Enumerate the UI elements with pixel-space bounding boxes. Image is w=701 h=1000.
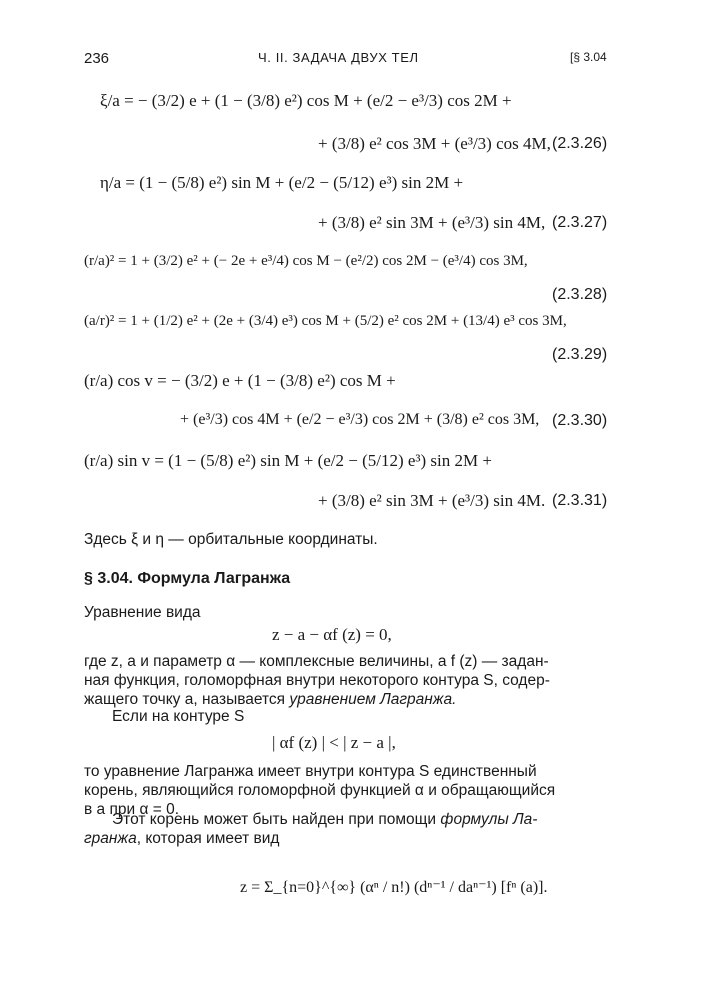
text-fragment: Этот корень может быть найден при помощи <box>112 811 441 828</box>
text-fragment: жащего точку a, называется <box>84 691 290 708</box>
equation-number: (2.3.26) <box>552 135 608 152</box>
equation-2-3-27-line2: + (3/8) e² sin 3M + (e³/3) sin 4M, <box>318 213 546 232</box>
intro-text: Уравнение вида <box>84 604 201 621</box>
paragraph-formula-intro <box>84 810 616 848</box>
contour-intro: Если на контуре S <box>112 708 245 725</box>
text-line <box>84 829 616 848</box>
text-line <box>84 690 616 709</box>
equation-2-3-31-line1: (r/a) sin v = (1 − (5/8) e²) sin M + (e/2 − (5/12) e³) sin 2M + <box>84 451 492 470</box>
equation-2-3-29-line1: (a/r)² = 1 + (1/2) e² + (2e + (3/4) e³) cos M + (5/2) e² cos 2M + (13/4) e³ cos 3M, <box>84 313 567 329</box>
equation-2-3-26-line1: ξ/a = − (3/2) e + (1 − (3/8) e²) cos M + (e/2 − e³/3) cos 2M + <box>100 91 512 110</box>
text-line: в a при α = 0. <box>84 801 179 818</box>
text-line: корень, являющийся голоморфной функцией α и обращающийся <box>84 782 556 799</box>
note-text: Здесь ξ и η — орбитальные координаты. <box>84 531 378 548</box>
equation-number: (2.3.30) <box>552 412 608 429</box>
section-heading: § 3.04. Формула Лагранжа <box>84 570 291 587</box>
equation-2-3-30-line1: (r/a) cos v = − (3/2) e + (1 − (3/8) e²) cos M + <box>84 371 396 390</box>
equation-number: (2.3.28) <box>552 286 608 303</box>
equation-number: (2.3.29) <box>552 346 608 363</box>
page-number: 236 <box>84 50 110 67</box>
section-marker: [§ 3.04 <box>570 50 607 64</box>
running-title: Ч. II. ЗАДАЧА ДВУХ ТЕЛ <box>258 50 419 65</box>
term-lagrange-formula-end: гранжа <box>84 830 137 847</box>
equation-2-3-30-line2: + (e³/3) cos 4M + (e/2 − e³/3) cos 2M + (3/8) e² cos 3M, <box>180 411 540 428</box>
term-lagrange-formula: формулы Ла- <box>440 811 538 828</box>
equation-2-3-28-line1: (r/a)² = 1 + (3/2) e² + (− 2e + e³/4) cos M − (e²/2) cos 2M − (e³/4) cos 3M, <box>84 253 528 269</box>
equation-2-3-31-line2: + (3/8) e² sin 3M + (e³/3) sin 4M. <box>318 491 546 510</box>
text-line: ная функция, голоморфная внутри некоторого контура S, содер- <box>84 672 550 689</box>
paragraph-definition <box>84 652 616 709</box>
lagrange-formula: z = Σ_{n=0}^{∞} (αⁿ / n!) (dⁿ⁻¹ / daⁿ⁻¹) [fⁿ (a)]. <box>240 879 548 896</box>
equation-number: (2.3.27) <box>552 214 608 231</box>
equation-number: (2.3.31) <box>552 492 608 509</box>
lagrange-equation: z − a − αf (z) = 0, <box>272 625 392 644</box>
equation-2-3-26-line2: + (3/8) e² cos 3M + (e³/3) cos 4M, <box>318 134 551 153</box>
contour-condition: | αf (z) | < | z − a |, <box>272 733 396 752</box>
term-lagrange-equation: уравнением Лагранжа. <box>289 691 457 708</box>
text-line: то уравнение Лагранжа имеет внутри контура S единственный <box>84 763 537 780</box>
text-fragment: , которая имеет вид <box>136 830 280 847</box>
text-line: где z, a и параметр α — комплексные величины, а f (z) — задан- <box>84 653 549 670</box>
text-line <box>84 810 616 829</box>
equation-2-3-27-line1: η/a = (1 − (5/8) e²) sin M + (e/2 − (5/12) e³) sin 2M + <box>100 173 464 192</box>
